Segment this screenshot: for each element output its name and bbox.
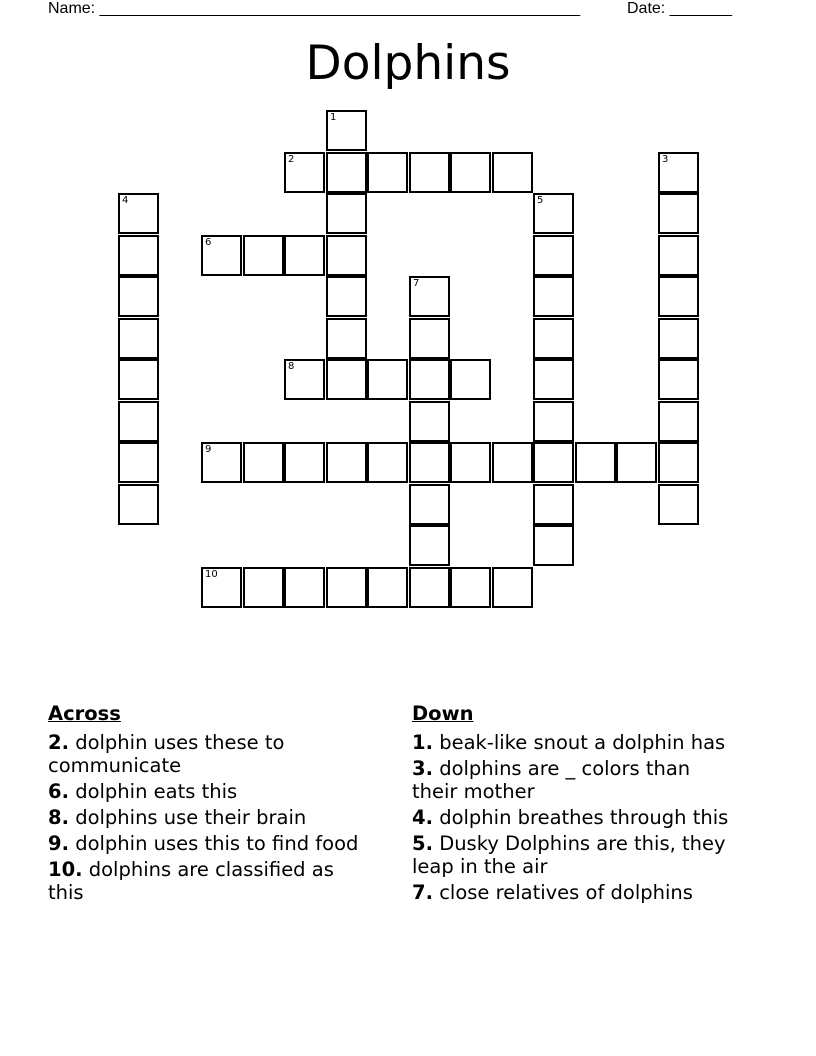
crossword-cell[interactable]	[492, 567, 533, 608]
clue-across-9: 9. dolphin uses this to find food	[48, 832, 359, 855]
crossword-cell[interactable]	[326, 276, 367, 317]
clue-down-3: 3. dolphins are _ colors than their mother	[412, 757, 691, 803]
crossword-cell[interactable]	[201, 442, 242, 483]
crossword-cell[interactable]	[533, 276, 574, 317]
crossword-cell[interactable]	[243, 567, 284, 608]
crossword-cell[interactable]	[367, 359, 408, 400]
clue-number: 5	[537, 195, 544, 206]
crossword-cell[interactable]	[658, 276, 699, 317]
clue-down-4: 4. dolphin breathes through this	[412, 806, 729, 829]
clue-number: 2	[288, 154, 295, 165]
crossword-cell[interactable]	[409, 318, 450, 359]
clue-number: 3	[662, 154, 669, 165]
crossword-cell[interactable]	[533, 235, 574, 276]
crossword-cell[interactable]	[409, 567, 450, 608]
crossword-cell[interactable]	[118, 359, 159, 400]
crossword-cell[interactable]	[658, 401, 699, 442]
crossword-cell[interactable]	[492, 442, 533, 483]
clue-across-8: 8. dolphins use their brain	[48, 806, 307, 829]
crossword-cell[interactable]	[326, 152, 367, 193]
crossword-cell[interactable]	[326, 235, 367, 276]
page-title: Dolphins	[305, 36, 511, 91]
crossword-cell[interactable]	[326, 193, 367, 234]
crossword-cell[interactable]	[118, 193, 159, 234]
clue-across-10: 10. dolphins are classified as this	[48, 858, 334, 904]
clue-down-5: 5. Dusky Dolphins are this, they leap in the air	[412, 832, 726, 878]
crossword-cell[interactable]	[658, 442, 699, 483]
clue-number: 4	[122, 195, 129, 206]
crossword-cell[interactable]	[616, 442, 657, 483]
crossword-cell[interactable]	[533, 484, 574, 525]
crossword-cell[interactable]	[284, 567, 325, 608]
clue-number: 1	[330, 112, 337, 123]
crossword-cell[interactable]	[409, 401, 450, 442]
down-clues	[412, 702, 732, 907]
crossword-cell[interactable]	[118, 442, 159, 483]
crossword-cell[interactable]	[450, 359, 491, 400]
crossword-cell[interactable]	[326, 318, 367, 359]
clue-number: 9	[205, 444, 212, 455]
crossword-cell[interactable]	[409, 442, 450, 483]
crossword-cell[interactable]	[533, 401, 574, 442]
crossword-cell[interactable]	[409, 152, 450, 193]
crossword-cell[interactable]	[118, 276, 159, 317]
crossword-cell[interactable]	[450, 567, 491, 608]
crossword-cell[interactable]	[658, 359, 699, 400]
clue-number: 8	[288, 361, 295, 372]
clue-across-6: 6. dolphin eats this	[48, 780, 238, 803]
crossword-cell[interactable]	[284, 359, 325, 400]
crossword-cell[interactable]	[658, 152, 699, 193]
clue-number: 10	[205, 569, 218, 580]
crossword-cell[interactable]	[575, 442, 616, 483]
crossword-cell[interactable]	[367, 567, 408, 608]
clue-down-1: 1. beak-like snout a dolphin has	[412, 731, 726, 754]
clue-number: 6	[205, 237, 212, 248]
crossword-cell[interactable]	[409, 359, 450, 400]
clue-across-2: 2. dolphin uses these to communicate	[48, 731, 285, 777]
crossword-cell[interactable]	[409, 276, 450, 317]
crossword-cell[interactable]	[201, 567, 242, 608]
crossword-cell[interactable]	[658, 318, 699, 359]
crossword-cell[interactable]	[367, 442, 408, 483]
across-heading: Across	[48, 702, 121, 725]
crossword-cell[interactable]	[284, 235, 325, 276]
crossword-cell[interactable]	[533, 525, 574, 566]
crossword-cell[interactable]	[326, 359, 367, 400]
crossword-cell[interactable]	[492, 152, 533, 193]
down-heading: Down	[412, 702, 474, 725]
crossword-cell[interactable]	[533, 318, 574, 359]
crossword-cell[interactable]	[658, 235, 699, 276]
crossword-cell[interactable]	[284, 442, 325, 483]
crossword-cell[interactable]	[118, 318, 159, 359]
crossword-cell[interactable]	[118, 484, 159, 525]
crossword-cell[interactable]	[533, 442, 574, 483]
crossword-cell[interactable]	[201, 235, 242, 276]
clue-number: 7	[413, 278, 420, 289]
crossword-cell[interactable]	[450, 442, 491, 483]
crossword-cell[interactable]	[367, 152, 408, 193]
date-line: Date: _______	[627, 0, 732, 17]
crossword-cell[interactable]	[243, 235, 284, 276]
crossword-cell[interactable]	[533, 359, 574, 400]
crossword-cell[interactable]	[326, 442, 367, 483]
crossword-cell[interactable]	[326, 567, 367, 608]
crossword-cell[interactable]	[118, 401, 159, 442]
crossword-cell[interactable]	[326, 110, 367, 151]
crossword-cell[interactable]	[243, 442, 284, 483]
crossword-cell[interactable]	[533, 193, 574, 234]
crossword-cell[interactable]	[450, 152, 491, 193]
crossword-cell[interactable]	[658, 484, 699, 525]
crossword-cell[interactable]	[658, 193, 699, 234]
crossword-cell[interactable]	[118, 235, 159, 276]
crossword-cell[interactable]	[284, 152, 325, 193]
crossword-cell[interactable]	[409, 525, 450, 566]
crossword-cell[interactable]	[409, 484, 450, 525]
clue-down-7: 7. close relatives of dolphins	[412, 881, 693, 904]
name-line: Name: ______________________________________________________	[48, 0, 581, 17]
across-clues	[48, 702, 368, 907]
